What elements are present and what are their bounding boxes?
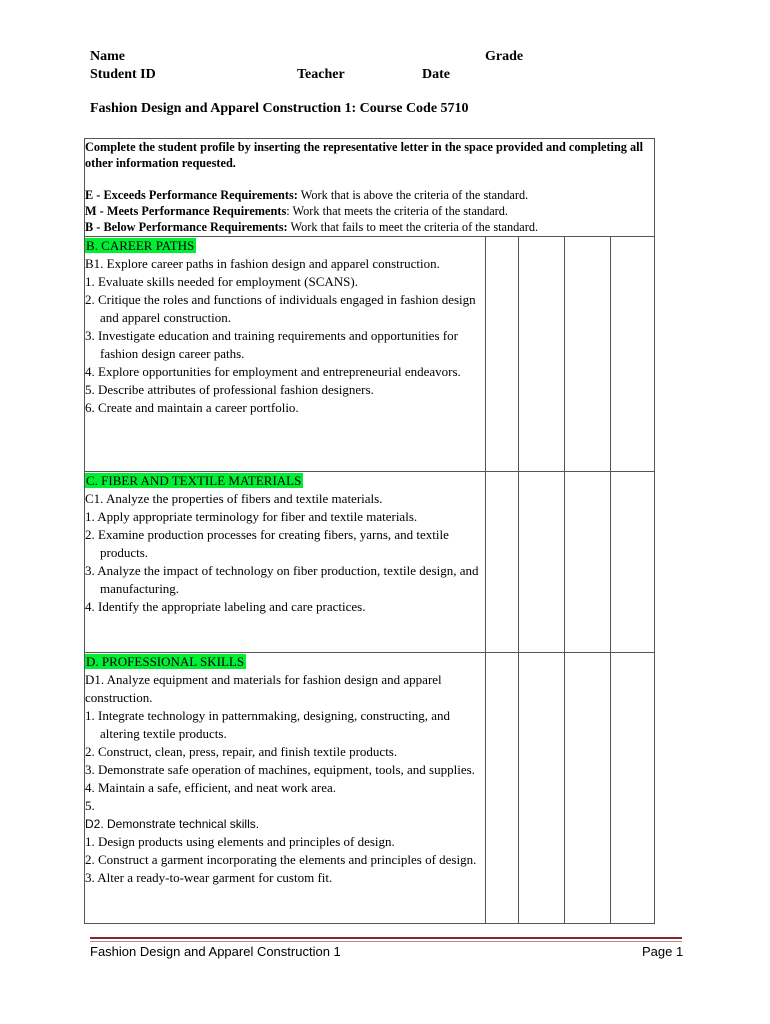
- name-label: Name: [90, 49, 125, 64]
- list-item: 1. Evaluate skills needed for employment (SCANS).: [85, 274, 358, 289]
- list-item: 5. Describe attributes of professional fashion designers.: [85, 382, 374, 397]
- rating-cell[interactable]: [486, 472, 519, 653]
- intro-row: [85, 139, 655, 237]
- level-desc: Work that is above the criteria of the standard.: [297, 188, 529, 202]
- list-item: 4. Identify the appropriate labeling and care practices.: [85, 599, 366, 614]
- teacher-label: Teacher: [297, 67, 345, 82]
- date-label: Date: [422, 67, 450, 82]
- level-code: M - Meets Performance Requirements: [85, 204, 287, 218]
- rating-cell[interactable]: [519, 653, 565, 924]
- level-below: [85, 219, 654, 235]
- level-exceeds: [85, 187, 654, 203]
- section-fiber-textile: [85, 472, 655, 653]
- list-item: 1. Apply appropriate terminology for fiber and textile materials.: [85, 509, 418, 524]
- instructions-text: Complete the student profile by inserting the representative letter in the space provided and completing all other information requested.: [85, 140, 643, 170]
- grade-label: Grade: [485, 49, 524, 64]
- rating-cell[interactable]: [486, 237, 519, 472]
- footer-divider-thin: [90, 941, 682, 942]
- footer-title: Fashion Design and Apparel Construction 1: [90, 944, 341, 959]
- list-item: 3. Investigate education and training requirements and opportunities for fashion design career paths.: [85, 328, 458, 361]
- list-item: 1. Integrate technology in patternmaking, designing, constructing, and altering textile products.: [85, 708, 450, 741]
- section-text: [85, 237, 486, 472]
- student-id-label: Student ID: [90, 67, 156, 82]
- rating-cell[interactable]: [565, 237, 611, 472]
- list-item: 4. Explore opportunities for employment and entrepreneurial endeavors.: [85, 364, 461, 379]
- list-item: 2. Construct, clean, press, repair, and finish textile products.: [85, 744, 398, 759]
- rating-cell[interactable]: [565, 472, 611, 653]
- student-profile-table: [84, 138, 655, 924]
- level-code: B - Below Performance Requirements:: [85, 220, 288, 234]
- rating-cell[interactable]: [611, 472, 655, 653]
- level-desc: : Work that meets the criteria of the standard.: [286, 204, 508, 218]
- standard-text: C1. Analyze the properties of fibers and textile materials.: [85, 491, 383, 506]
- intro-cell: [85, 139, 655, 237]
- list-item: 3. Analyze the impact of technology on fiber production, textile design, and manufacturing.: [85, 563, 479, 596]
- list-item: 4. Maintain a safe, efficient, and neat work area.: [85, 780, 336, 795]
- list-item: 1. Design products using elements and principles of design.: [85, 834, 395, 849]
- rating-cell[interactable]: [519, 472, 565, 653]
- standard-text: D1. Analyze equipment and materials for fashion design and apparel construction.: [85, 672, 442, 705]
- level-code: E - Exceeds Performance Requirements:: [85, 188, 298, 202]
- section-professional-skills: [85, 653, 655, 924]
- list-item: 5.: [85, 798, 95, 813]
- list-item: 2. Construct a garment incorporating the elements and principles of design.: [85, 852, 477, 867]
- list-item: 6. Create and maintain a career portfolio.: [85, 400, 299, 415]
- rating-cell[interactable]: [519, 237, 565, 472]
- list-item: 2. Critique the roles and functions of individuals engaged in fashion design and apparel construction.: [85, 292, 476, 325]
- level-meets: [85, 203, 654, 219]
- rating-cell[interactable]: [611, 237, 655, 472]
- standard-text: B1. Explore career paths in fashion design and apparel construction.: [85, 256, 440, 271]
- level-desc: Work that fails to meet the criteria of the standard.: [287, 220, 539, 234]
- section-heading: B. CAREER PATHS: [86, 238, 195, 253]
- section-career-paths: [85, 237, 655, 472]
- page-title: Fashion Design and Apparel Construction 1: Course Code 5710: [90, 101, 469, 116]
- list-item: 3. Alter a ready-to-wear garment for custom fit.: [85, 870, 333, 885]
- rating-cell[interactable]: [486, 653, 519, 924]
- section-text: [85, 472, 486, 653]
- footer-divider: [90, 937, 682, 939]
- standard-text: D2. Demonstrate technical skills.: [85, 817, 260, 831]
- section-text: [85, 653, 486, 924]
- page-number: Page 1: [642, 944, 684, 959]
- section-heading: D. PROFESSIONAL SKILLS: [86, 654, 245, 669]
- rating-cell[interactable]: [611, 653, 655, 924]
- section-heading: C. FIBER AND TEXTILE MATERIALS: [86, 473, 302, 488]
- rating-cell[interactable]: [565, 653, 611, 924]
- list-item: 2. Examine production processes for creating fibers, yarns, and textile products.: [85, 527, 449, 560]
- list-item: 3. Demonstrate safe operation of machines, equipment, tools, and supplies.: [85, 762, 475, 777]
